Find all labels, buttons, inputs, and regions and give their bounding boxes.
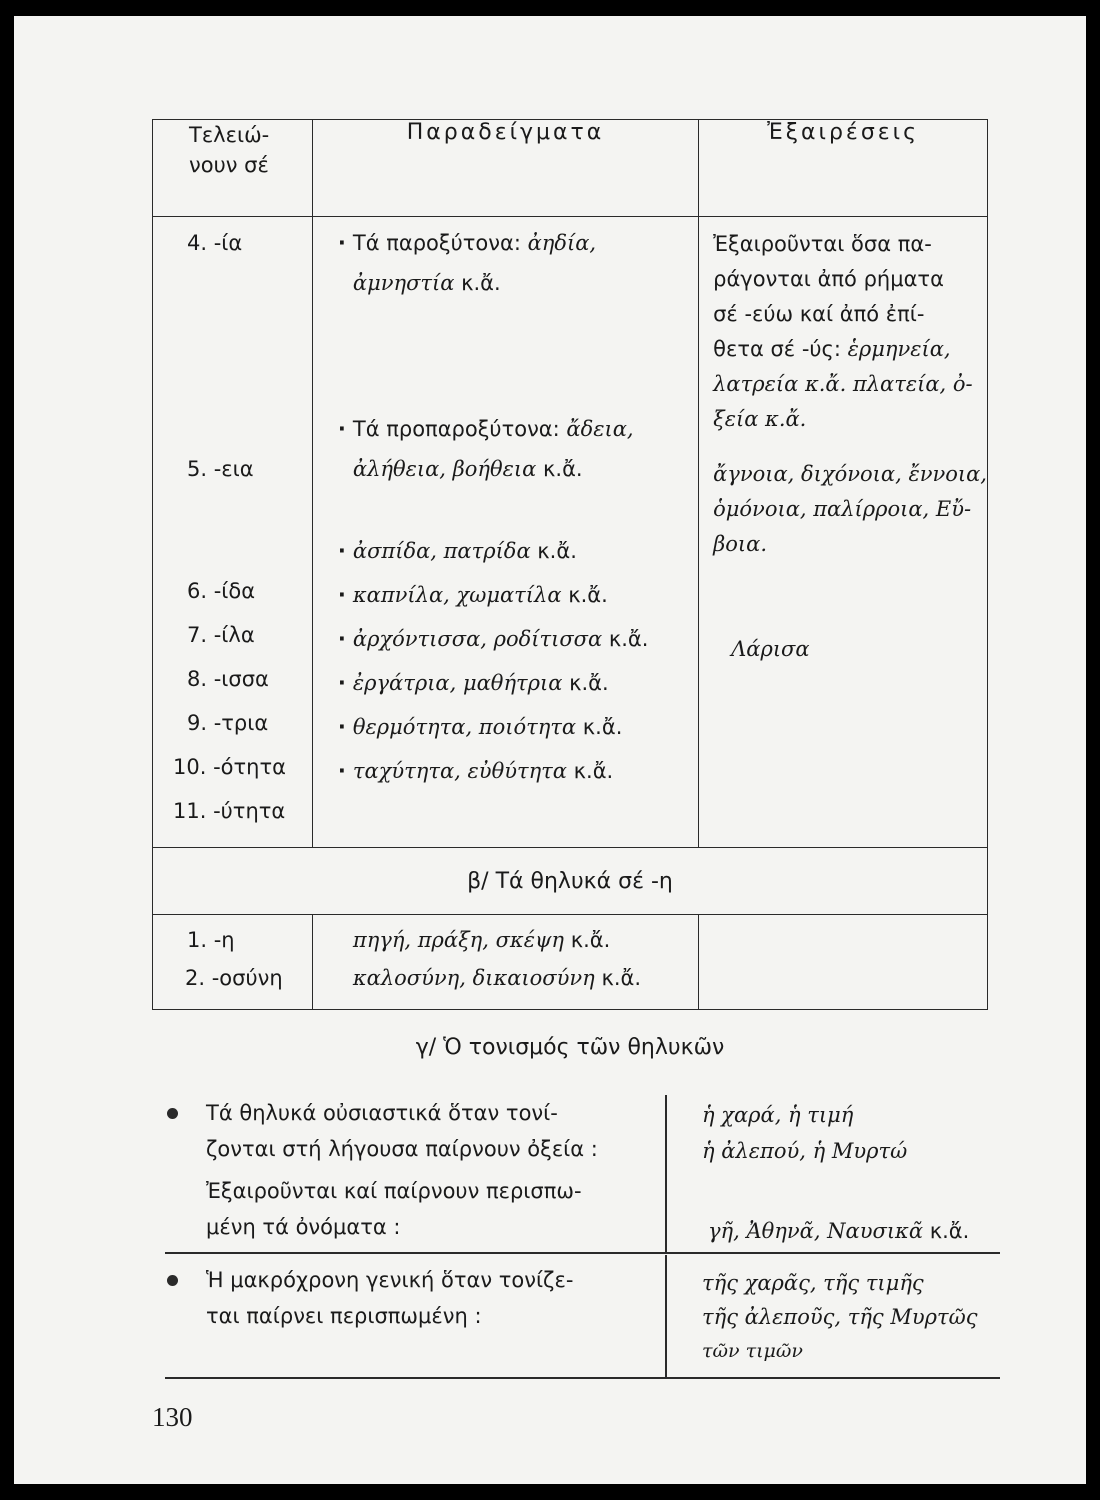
divider-1 [165, 1252, 1000, 1254]
rule-2-ex3: τῶν τιμῶν [702, 1340, 803, 1362]
exception-4-l3: σέ -εύω καί ἀπό ἐπί- [713, 302, 925, 326]
table-body-a: 4. -ία 5. -εια 6. -ίδα 7. -ίλα 8. -ισσα 9. -τρια 10. -ότητα 11. -ύτητα · Τά παροξύτονα: ἀηδία, ἀμνηστία κ.ἄ. · Τά προπαροξύτονα: ἄδεια, ἀλήθεια, βοήθεια κ.ἄ. · ἀσπίδα, πατρίδα κ.ἄ. · καπνίλα, χωματίλα κ.ἄ. · ἀρχόντισσα, ροδίτισσα κ.ἄ. · ἐργάτρια, μαθήτρια κ.ἄ. · θερμότητα, ποιότητα κ.ἄ. · ταχύτητα, εὐθύτητα κ.ἄ. Ἐξαιροῦνται ὅσα πα- ράγονται ἀπό ρήματα σέ -εύω καί ἀπό ἐπί- θετα σέ -ύς: ἑρμηνεία, λατρεία κ.ἄ. πλατεία, ὀ- ξεία κ.ἄ. ἄγνοια, διχόνοια, ἔννοια, ὁμόνοια, παλίρροια, Εὔ- βοια. Λάρισα [153, 217, 988, 848]
exception-5-l2: ὁμόνοια, παλίρροια, Εὔ- [713, 497, 972, 521]
ending-9: 9. -τρια [187, 711, 269, 735]
exception-4-l4: θετα σέ -ύς: ἑρμηνεία, [713, 337, 951, 361]
example-row-7: · καπνίλα, χωματίλα κ.ἄ. [337, 583, 608, 607]
vertical-divider-2 [665, 1255, 667, 1377]
exception-4-l6: ξεία κ.ἄ. [713, 407, 807, 431]
rule-1b-l1: Ἐξαιροῦνται καί παίρνουν περισπω- [206, 1179, 582, 1203]
exception-8: Λάρισα [731, 637, 810, 661]
divider-2 [165, 1377, 1000, 1379]
section-c-title: γ/ Ὁ τονισμός τῶν θηλυκῶν [415, 1035, 725, 1060]
table-body-b [153, 915, 988, 1010]
rule-1b-ex: γῆ, Ἀθηνᾶ, Ναυσικᾶ κ.ἄ. [708, 1219, 970, 1243]
table-header-row [153, 120, 988, 217]
rule-2-ex2: τῆς ἀλεποῦς, τῆς Μυρτῶς [702, 1305, 978, 1329]
ending-6: 6. -ίδα [187, 579, 256, 603]
rule-1-l2: ζονται στή λήγουσα παίρνουν ὀξεία : [206, 1137, 598, 1161]
bullet-rule-1 [167, 1108, 178, 1119]
example-row-6: · ἀσπίδα, πατρίδα κ.ἄ. [337, 539, 577, 563]
header-endings-l1: Τελειώ- [189, 123, 270, 147]
rule-2-l1: Ἡ μακρόχρονη γενική ὅταν τονίζε- [206, 1268, 574, 1292]
endings-table [152, 119, 988, 1010]
rule-1b-l2: μένη τά ὀνόματα : [206, 1215, 401, 1239]
example-row-11: · ταχύτητα, εὐθύτητα κ.ἄ. [337, 759, 614, 783]
vertical-divider-1 [665, 1095, 667, 1253]
header-exceptions: Ἐξαιρέσεις [699, 120, 988, 217]
section-b-title: β/ Τά θηλυκά σέ -η [153, 848, 988, 915]
exception-4-l2: ράγονται ἀπό ρήματα [713, 267, 944, 291]
ending-b1: 1. -η [187, 928, 235, 952]
header-examples: Παραδείγματα [312, 120, 698, 217]
example-b2: καλοσύνη, δικαιοσύνη κ.ἄ. [352, 966, 642, 990]
ending-10: 10. -ότητα [173, 755, 286, 779]
rule-1-l1: Τά θηλυκά οὐσιαστικά ὅταν τονί- [206, 1101, 558, 1125]
rule-1-ex2: ἡ ἀλεπού, ἡ Μυρτώ [702, 1139, 908, 1163]
exception-5-l3: βοια. [713, 532, 767, 556]
exception-5-l1: ἄγνοια, διχόνοια, ἔννοια, [713, 462, 987, 486]
example-row-9: · ἐργάτρια, μαθήτρια κ.ἄ. [337, 671, 609, 695]
example-row-10: · θερμότητα, ποιότητα κ.ἄ. [337, 715, 623, 739]
ending-7: 7. -ίλα [187, 623, 255, 647]
example-row-5: · Τά προπαροξύτονα: ἄδεια, [337, 417, 634, 441]
example-row-8: · ἀρχόντισσα, ροδίτισσα κ.ἄ. [337, 627, 649, 651]
rule-1-ex1: ἡ χαρά, ἡ τιμή [702, 1103, 854, 1127]
rule-2-l2: ται παίρνει περισπωμένη : [206, 1304, 482, 1328]
bullet-rule-2 [167, 1275, 178, 1286]
ending-5: 5. -εια [187, 457, 254, 481]
section-b-row [153, 848, 988, 915]
ending-4: 4. -ία [187, 231, 243, 255]
header-endings-l2: νουν σέ [189, 153, 269, 177]
ending-11: 11. -ύτητα [173, 799, 286, 823]
exception-4-l5: λατρεία κ.ἄ. πλατεία, ὀ- [713, 372, 973, 396]
page-number: 130 [152, 1402, 193, 1432]
example-row-4: · Τά παροξύτονα: ἀηδία, [337, 231, 597, 255]
exception-4-l1: Ἐξαιροῦνται ὅσα πα- [713, 232, 932, 256]
ending-b2: 2. -οσύνη [185, 966, 283, 990]
example-b1: πηγή, πράξη, σκέψη κ.ἄ. [352, 928, 611, 952]
ending-8: 8. -ισσα [187, 667, 269, 691]
rule-2-ex1: τῆς χαρᾶς, τῆς τιμῆς [702, 1271, 924, 1295]
